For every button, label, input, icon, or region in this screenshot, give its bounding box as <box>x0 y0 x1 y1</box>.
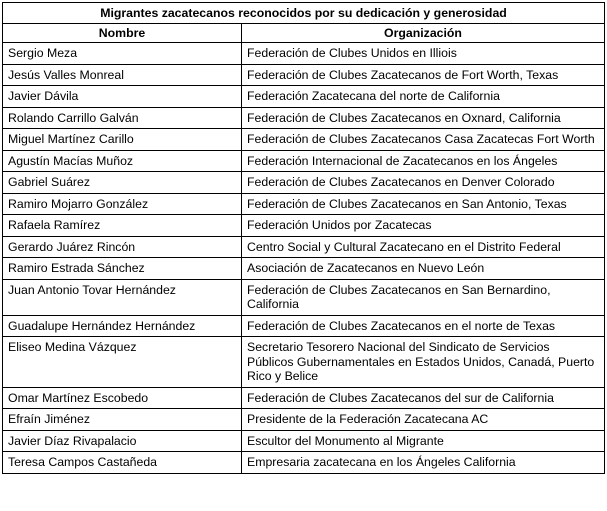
organization-cell: Federación de Clubes Zacatecanos Casa Zacatecas Fort Worth <box>242 129 605 151</box>
organization-cell: Empresaria zacatecana en los Ángeles California <box>242 452 605 474</box>
organization-cell: Federación de Clubes Zacatecanos en Oxnard, California <box>242 107 605 129</box>
name-cell: Ramiro Mojarro González <box>3 193 242 215</box>
table-row <box>3 86 605 108</box>
table-row <box>3 215 605 237</box>
name-cell: Omar Martínez Escobedo <box>3 387 242 409</box>
table-row <box>3 64 605 86</box>
organization-cell: Federación de Clubes Zacatecanos en Denver Colorado <box>242 172 605 194</box>
name-cell: Javier Dávila <box>3 86 242 108</box>
table-title: Migrantes zacatecanos reconocidos por su dedicación y generosidad <box>3 3 605 24</box>
name-cell: Efraín Jiménez <box>3 409 242 431</box>
table-row <box>3 409 605 431</box>
name-cell: Teresa Campos Castañeda <box>3 452 242 474</box>
name-cell: Gabriel Suárez <box>3 172 242 194</box>
organization-cell: Federación de Clubes Zacatecanos en San Antonio, Texas <box>242 193 605 215</box>
organization-cell: Federación de Clubes Zacatecanos en el norte de Texas <box>242 315 605 337</box>
name-cell: Eliseo Medina Vázquez <box>3 337 242 388</box>
table-row <box>3 172 605 194</box>
column-header-organizacion: Organización <box>242 23 605 43</box>
name-cell: Rafaela Ramírez <box>3 215 242 237</box>
organization-cell: Centro Social y Cultural Zacatecano en el Distrito Federal <box>242 236 605 258</box>
name-cell: Guadalupe Hernández Hernández <box>3 315 242 337</box>
name-cell: Ramiro Estrada Sánchez <box>3 258 242 280</box>
name-cell: Javier Díaz Rivapalacio <box>3 430 242 452</box>
organization-cell: Federación de Clubes Zacatecanos en San Bernardino, California <box>242 279 605 315</box>
name-cell: Agustín Macías Muñoz <box>3 150 242 172</box>
name-cell: Miguel Martínez Carillo <box>3 129 242 151</box>
table-body <box>3 43 605 474</box>
migrants-table <box>2 2 605 474</box>
organization-cell: Secretario Tesorero Nacional del Sindicato de Servicios Públicos Gubernamentales en Estados Unidos, Canadá, Puerto Rico y Belice <box>242 337 605 388</box>
organization-cell: Presidente de la Federación Zacatecana AC <box>242 409 605 431</box>
organization-cell: Asociación de Zacatecanos en Nuevo León <box>242 258 605 280</box>
table-row <box>3 387 605 409</box>
organization-cell: Escultor del Monumento al Migrante <box>242 430 605 452</box>
table-row <box>3 236 605 258</box>
organization-cell: Federación Internacional de Zacatecanos en los Ángeles <box>242 150 605 172</box>
name-cell: Sergio Meza <box>3 43 242 65</box>
table-row <box>3 129 605 151</box>
table-header-row <box>3 23 605 43</box>
column-header-nombre: Nombre <box>3 23 242 43</box>
organization-cell: Federación de Clubes Zacatecanos del sur de California <box>242 387 605 409</box>
name-cell: Rolando Carrillo Galván <box>3 107 242 129</box>
table-row <box>3 150 605 172</box>
table-row <box>3 258 605 280</box>
name-cell: Gerardo Juárez Rincón <box>3 236 242 258</box>
table-row <box>3 315 605 337</box>
table-title-row <box>3 3 605 24</box>
table-row <box>3 430 605 452</box>
table-row <box>3 279 605 315</box>
name-cell: Jesús Valles Monreal <box>3 64 242 86</box>
organization-cell: Federación Unidos por Zacatecas <box>242 215 605 237</box>
organization-cell: Federación de Clubes Unidos en Illiois <box>242 43 605 65</box>
table-row <box>3 43 605 65</box>
organization-cell: Federación de Clubes Zacatecanos de Fort Worth, Texas <box>242 64 605 86</box>
table-row <box>3 193 605 215</box>
name-cell: Juan Antonio Tovar Hernández <box>3 279 242 315</box>
organization-cell: Federación Zacatecana del norte de California <box>242 86 605 108</box>
table-row <box>3 107 605 129</box>
table-row <box>3 452 605 474</box>
table-row <box>3 337 605 388</box>
